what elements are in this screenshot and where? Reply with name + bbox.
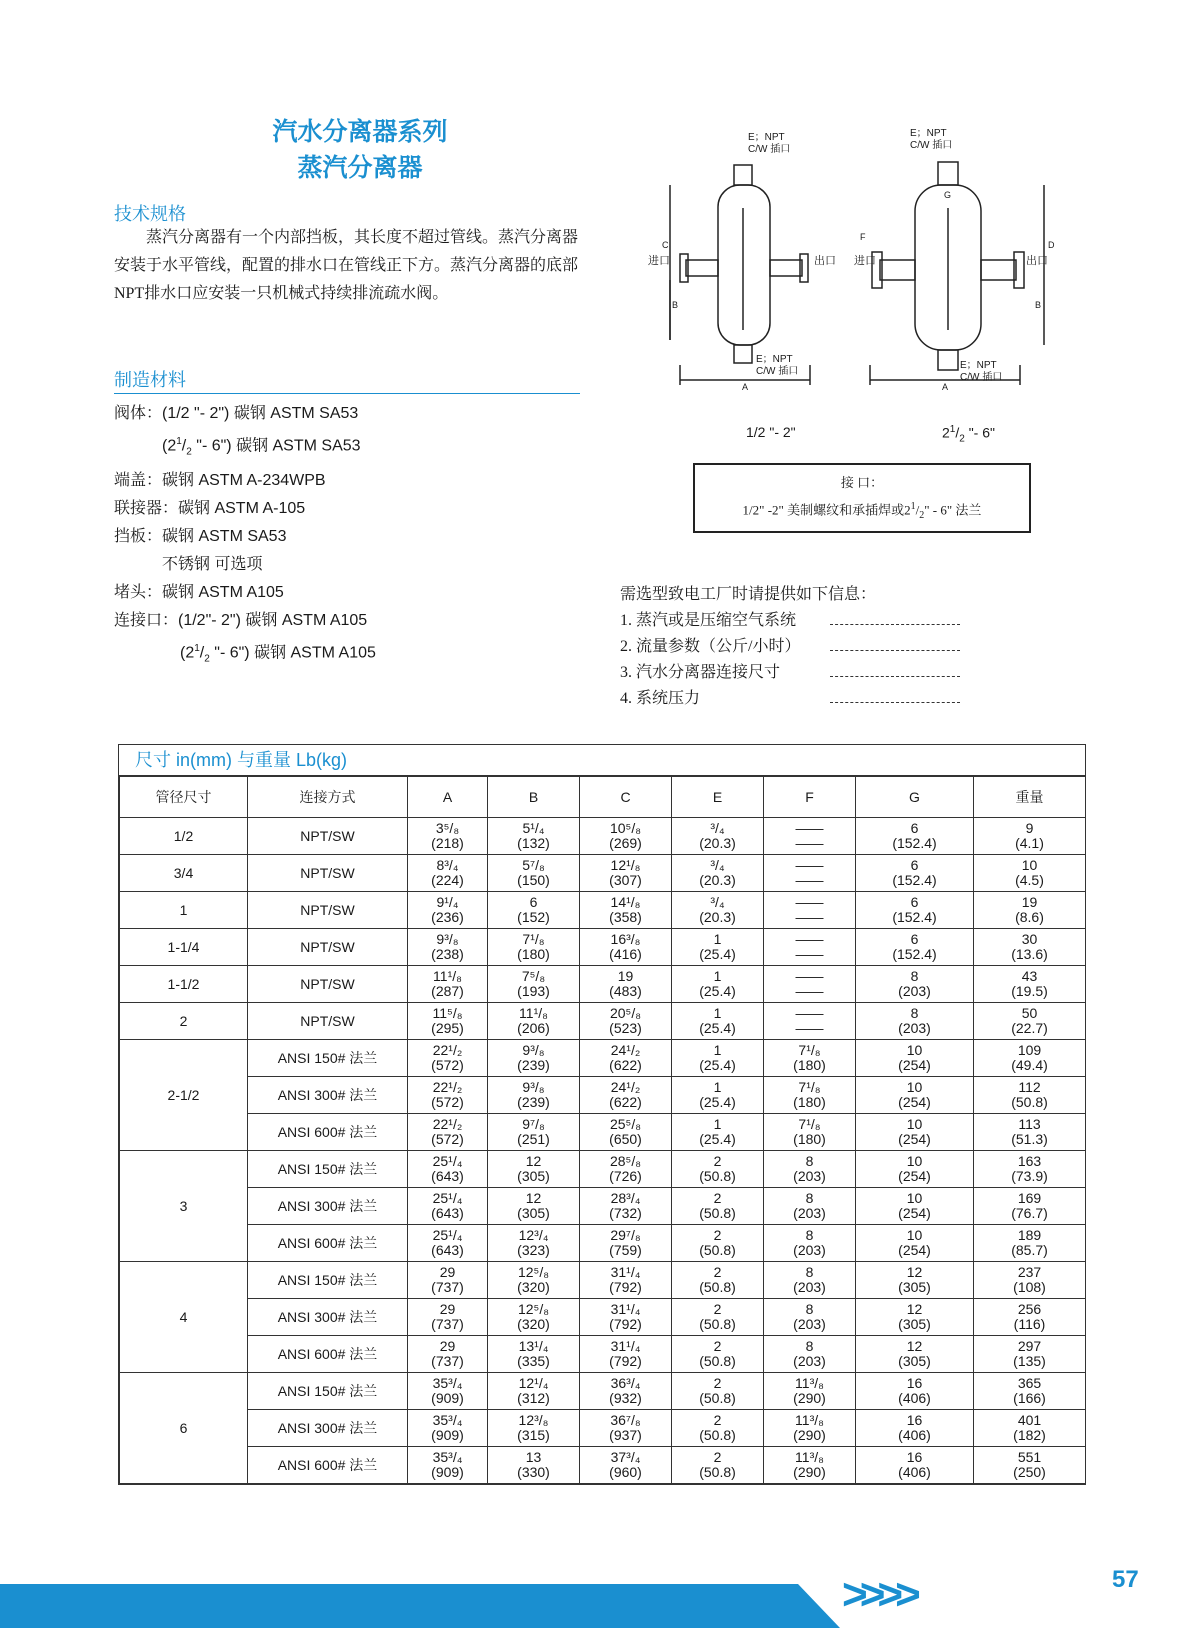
cw-label-top-small: C/W 插口 bbox=[748, 144, 791, 155]
value-cell-w: 109 (49.4) bbox=[974, 1040, 1086, 1077]
table-row bbox=[120, 1373, 1086, 1410]
col-header: G bbox=[856, 777, 974, 818]
value-cell-w: 163 (73.9) bbox=[974, 1151, 1086, 1188]
value-cell-g: 8 (203) bbox=[856, 1003, 974, 1040]
value-cell-c: 14¹/₈ (358) bbox=[580, 892, 672, 929]
value-cell-g: 16 (406) bbox=[856, 1410, 974, 1447]
connection-cell: ANSI 300# 法兰 bbox=[248, 1077, 408, 1114]
value-cell-w: 365 (166) bbox=[974, 1373, 1086, 1410]
size-cell: 1/2 bbox=[120, 818, 248, 855]
e-npt-label-bottom-small: E；NPT bbox=[756, 354, 793, 365]
value-cell-b: 5⁷/₈ (150) bbox=[488, 855, 580, 892]
connection-cell: ANSI 150# 法兰 bbox=[248, 1040, 408, 1077]
value-cell-c: 24¹/₂ (622) bbox=[580, 1077, 672, 1114]
value-cell-a: 35³/₄ (909) bbox=[408, 1410, 488, 1447]
footer-arrows: >>>> bbox=[842, 1570, 913, 1619]
value-cell-g: 6 (152.4) bbox=[856, 929, 974, 966]
value-cell-b: 12⁵/₈ (320) bbox=[488, 1262, 580, 1299]
order-item: 3. 汽水分离器连接尺寸 bbox=[620, 660, 960, 686]
connection-title: 接 口： bbox=[840, 475, 884, 490]
value-cell-f: 8 (203) bbox=[764, 1336, 856, 1373]
dim-d-large: D bbox=[1048, 240, 1055, 250]
cw-label-bottom-small: C/W 插口 bbox=[756, 366, 799, 377]
value-cell-c: 28³/₄ (732) bbox=[580, 1188, 672, 1225]
value-cell-e: 2 (50.8) bbox=[672, 1336, 764, 1373]
dim-a-large: A bbox=[942, 382, 949, 392]
spec-paragraph bbox=[114, 224, 584, 308]
value-cell-c: 25⁵/₈ (650) bbox=[580, 1114, 672, 1151]
order-item: 1. 蒸汽或是压缩空气系统 bbox=[620, 608, 960, 634]
value-cell-e: 2 (50.8) bbox=[672, 1225, 764, 1262]
table-row bbox=[120, 1151, 1086, 1188]
value-cell-a: 22¹/₂ (572) bbox=[408, 1040, 488, 1077]
value-cell-w: 9 (4.1) bbox=[974, 818, 1086, 855]
cw-label-bottom-large: C/W 插口 bbox=[960, 372, 1003, 383]
connection-cell: NPT/SW bbox=[248, 966, 408, 1003]
connection-cell: ANSI 300# 法兰 bbox=[248, 1410, 408, 1447]
value-cell-w: 551 (250) bbox=[974, 1447, 1086, 1484]
value-cell-e: 1 (25.4) bbox=[672, 1114, 764, 1151]
value-cell-e: ³/₄ (20.3) bbox=[672, 892, 764, 929]
value-cell-f: 11³/₈ (290) bbox=[764, 1447, 856, 1484]
e-npt-label-top-large: E；NPT bbox=[910, 128, 947, 139]
cw-label-top-large: C/W 插口 bbox=[910, 140, 953, 151]
value-cell-w: 19 (8.6) bbox=[974, 892, 1086, 929]
value-cell-g: 6 (152.4) bbox=[856, 892, 974, 929]
col-header: C bbox=[580, 777, 672, 818]
value-cell-c: 12¹/₈ (307) bbox=[580, 855, 672, 892]
value-cell-f: 8 (203) bbox=[764, 1262, 856, 1299]
value-cell-b: 12 (305) bbox=[488, 1188, 580, 1225]
value-cell-f: 11³/₈ (290) bbox=[764, 1373, 856, 1410]
dim-b-small: B bbox=[672, 300, 679, 310]
value-cell-a: 22¹/₂ (572) bbox=[408, 1077, 488, 1114]
value-cell-w: 189 (85.7) bbox=[974, 1225, 1086, 1262]
value-cell-c: 28⁵/₈ (726) bbox=[580, 1151, 672, 1188]
value-cell-g: 10 (254) bbox=[856, 1151, 974, 1188]
value-cell-w: 50 (22.7) bbox=[974, 1003, 1086, 1040]
connection-cell: ANSI 300# 法兰 bbox=[248, 1188, 408, 1225]
value-cell-e: 2 (50.8) bbox=[672, 1447, 764, 1484]
col-header: 重量 bbox=[974, 777, 1086, 818]
value-cell-e: 2 (50.8) bbox=[672, 1262, 764, 1299]
order-info bbox=[620, 582, 960, 712]
value-cell-e: 1 (25.4) bbox=[672, 1040, 764, 1077]
value-cell-a: 9¹/₄ (236) bbox=[408, 892, 488, 929]
value-cell-a: 22¹/₂ (572) bbox=[408, 1114, 488, 1151]
page-number: 57 bbox=[1112, 1566, 1139, 1593]
separator-diagram bbox=[648, 120, 1080, 445]
size-cell: 1 bbox=[120, 892, 248, 929]
inlet-label-large: 进口 bbox=[854, 255, 876, 267]
value-cell-g: 12 (305) bbox=[856, 1262, 974, 1299]
value-cell-a: 3⁵/₈ (218) bbox=[408, 818, 488, 855]
table-row bbox=[120, 1225, 1086, 1262]
value-cell-e: 2 (50.8) bbox=[672, 1299, 764, 1336]
value-cell-b: 12⁵/₈ (320) bbox=[488, 1299, 580, 1336]
table-row bbox=[120, 1040, 1086, 1077]
value-cell-b: 9³/₈ (239) bbox=[488, 1040, 580, 1077]
size-cell: 4 bbox=[120, 1262, 248, 1373]
value-cell-b: 7¹/₈ (180) bbox=[488, 929, 580, 966]
material-conn-2: ($2^1/_2$ "- 6") 碳钢 ASTM A105 bbox=[180, 642, 376, 665]
connection-cell: ANSI 600# 法兰 bbox=[248, 1336, 408, 1373]
table-row bbox=[120, 1447, 1086, 1484]
value-cell-w: 43 (19.5) bbox=[974, 966, 1086, 1003]
value-cell-f: 11³/₈ (290) bbox=[764, 1410, 856, 1447]
value-cell-a: 29 (737) bbox=[408, 1262, 488, 1299]
value-cell-c: 36⁷/₈ (937) bbox=[580, 1410, 672, 1447]
value-cell-a: 25¹/₄ (643) bbox=[408, 1225, 488, 1262]
value-cell-b: 12³/₄ (323) bbox=[488, 1225, 580, 1262]
value-cell-a: 25¹/₄ (643) bbox=[408, 1151, 488, 1188]
value-cell-e: 1 (25.4) bbox=[672, 1077, 764, 1114]
size-cell: 3/4 bbox=[120, 855, 248, 892]
connection-cell: ANSI 600# 法兰 bbox=[248, 1225, 408, 1262]
value-cell-e: 1 (25.4) bbox=[672, 966, 764, 1003]
material-conn-1: 连接口：(1/2"- 2") 碳钢 ASTM A105 bbox=[114, 611, 368, 629]
value-cell-g: 16 (406) bbox=[856, 1447, 974, 1484]
value-cell-c: 29⁷/₈ (759) bbox=[580, 1225, 672, 1262]
value-cell-f: —— —— bbox=[764, 855, 856, 892]
connection-cell: NPT/SW bbox=[248, 1003, 408, 1040]
material-coupling: 联接器：碳钢 ASTM A-105 bbox=[114, 499, 306, 517]
table-body bbox=[120, 818, 1086, 1484]
material-body-1: 阀体：(1/2 "- 2") 碳钢 ASTM SA53 bbox=[114, 405, 359, 422]
table-row bbox=[120, 1336, 1086, 1373]
material-baffle: 挡板：碳钢 ASTM SA53 bbox=[114, 527, 287, 545]
value-cell-b: 7⁵/₈ (193) bbox=[488, 966, 580, 1003]
connection-cell: ANSI 150# 法兰 bbox=[248, 1151, 408, 1188]
dimension-table bbox=[118, 744, 1086, 1485]
value-cell-w: 401 (182) bbox=[974, 1410, 1086, 1447]
value-cell-b: 9⁷/₈ (251) bbox=[488, 1114, 580, 1151]
size-cell: 2 bbox=[120, 1003, 248, 1040]
value-cell-b: 6 (152) bbox=[488, 892, 580, 929]
value-cell-a: 35³/₄ (909) bbox=[408, 1373, 488, 1410]
order-item: 4. 系统压力 bbox=[620, 686, 960, 712]
material-plug: 堵头：碳钢 ASTM A105 bbox=[114, 583, 284, 601]
materials-divider bbox=[114, 393, 580, 394]
value-cell-f: 8 (203) bbox=[764, 1225, 856, 1262]
value-cell-w: 113 (51.3) bbox=[974, 1114, 1086, 1151]
col-header: F bbox=[764, 777, 856, 818]
connection-cell: NPT/SW bbox=[248, 818, 408, 855]
outlet-label-large: 出口 bbox=[1026, 255, 1048, 267]
value-cell-f: 7¹/₈ (180) bbox=[764, 1114, 856, 1151]
value-cell-g: 8 (203) bbox=[856, 966, 974, 1003]
value-cell-e: 1 (25.4) bbox=[672, 1003, 764, 1040]
col-header: 连接方式 bbox=[248, 777, 408, 818]
value-cell-e: ³/₄ (20.3) bbox=[672, 818, 764, 855]
value-cell-f: 8 (203) bbox=[764, 1188, 856, 1225]
table-row bbox=[120, 1077, 1086, 1114]
value-cell-c: 19 (483) bbox=[580, 966, 672, 1003]
value-cell-w: 237 (108) bbox=[974, 1262, 1086, 1299]
value-cell-b: 9³/₈ (239) bbox=[488, 1077, 580, 1114]
value-cell-a: 11¹/₈ (287) bbox=[408, 966, 488, 1003]
col-header: E bbox=[672, 777, 764, 818]
dim-b-large: B bbox=[1035, 300, 1042, 310]
col-header: B bbox=[488, 777, 580, 818]
value-cell-w: 112 (50.8) bbox=[974, 1077, 1086, 1114]
value-cell-a: 35³/₄ (909) bbox=[408, 1447, 488, 1484]
size-label-small: 1/2 "- 2" bbox=[746, 424, 796, 440]
materials-heading: 制造材料 bbox=[114, 370, 186, 390]
order-heading: 需选型致电工厂时请提供如下信息： bbox=[620, 586, 877, 603]
connection-cell: NPT/SW bbox=[248, 892, 408, 929]
value-cell-c: 31¹/₄ (792) bbox=[580, 1299, 672, 1336]
value-cell-c: 20⁵/₈ (523) bbox=[580, 1003, 672, 1040]
value-cell-b: 11¹/₈ (206) bbox=[488, 1003, 580, 1040]
outlet-label-small: 出口 bbox=[814, 255, 836, 267]
value-cell-f: 7¹/₈ (180) bbox=[764, 1077, 856, 1114]
value-cell-e: ³/₄ (20.3) bbox=[672, 855, 764, 892]
material-stainless: 不锈钢 可选项 bbox=[162, 555, 263, 573]
size-cell: 3 bbox=[120, 1151, 248, 1262]
connection-cell: ANSI 600# 法兰 bbox=[248, 1114, 408, 1151]
value-cell-e: 2 (50.8) bbox=[672, 1188, 764, 1225]
value-cell-c: 10⁵/₈ (269) bbox=[580, 818, 672, 855]
value-cell-g: 6 (152.4) bbox=[856, 855, 974, 892]
table-row bbox=[120, 1114, 1086, 1151]
spec-text: 蒸汽分离器有一个内部挡板，其长度不超过管线。蒸汽分离器安装于水平管线，配置的排水口在管线正下方。蒸汽分离器的底部NPT排水口应安装一只机械式持续排流疏水阀。 bbox=[114, 229, 579, 302]
value-cell-g: 10 (254) bbox=[856, 1077, 974, 1114]
value-cell-w: 30 (13.6) bbox=[974, 929, 1086, 966]
size-cell: 1-1/4 bbox=[120, 929, 248, 966]
connection-cell: NPT/SW bbox=[248, 855, 408, 892]
value-cell-b: 12 (305) bbox=[488, 1151, 580, 1188]
value-cell-f: 8 (203) bbox=[764, 1151, 856, 1188]
value-cell-f: 8 (203) bbox=[764, 1299, 856, 1336]
footer-bar bbox=[0, 1584, 840, 1628]
e-npt-label-top-small: E；NPT bbox=[748, 132, 785, 143]
material-cap: 端盖：碳钢 ASTM A-234WPB bbox=[114, 471, 326, 489]
value-cell-g: 10 (254) bbox=[856, 1188, 974, 1225]
value-cell-f: —— —— bbox=[764, 929, 856, 966]
value-cell-w: 297 (135) bbox=[974, 1336, 1086, 1373]
table-row bbox=[120, 855, 1086, 892]
dim-a-small: A bbox=[742, 382, 749, 392]
table-row bbox=[120, 966, 1086, 1003]
inlet-label-small: 进口 bbox=[648, 255, 670, 267]
dim-c-small: C bbox=[662, 240, 669, 250]
value-cell-f: 7¹/₈ (180) bbox=[764, 1040, 856, 1077]
dim-g-large: G bbox=[944, 190, 952, 200]
value-cell-b: 5¹/₄ (132) bbox=[488, 818, 580, 855]
connection-text: 1/2" -2" 美制螺纹和承插焊或$2^1/_2$" - 6" 法兰 bbox=[742, 501, 982, 521]
value-cell-e: 1 (25.4) bbox=[672, 929, 764, 966]
value-cell-c: 31¹/₄ (792) bbox=[580, 1336, 672, 1373]
value-cell-c: 37³/₄ (960) bbox=[580, 1447, 672, 1484]
table-row bbox=[120, 1003, 1086, 1040]
order-item: 2. 流量参数（公斤/小时） bbox=[620, 634, 960, 660]
value-cell-g: 6 (152.4) bbox=[856, 818, 974, 855]
value-cell-f: —— —— bbox=[764, 966, 856, 1003]
value-cell-b: 13 (330) bbox=[488, 1447, 580, 1484]
connection-cell: NPT/SW bbox=[248, 929, 408, 966]
table-row bbox=[120, 818, 1086, 855]
table-row bbox=[120, 1299, 1086, 1336]
spec-heading: 技术规格 bbox=[114, 204, 186, 224]
value-cell-a: 29 (737) bbox=[408, 1299, 488, 1336]
page-subtitle: 蒸汽分离器 bbox=[297, 154, 423, 182]
table-row bbox=[120, 1188, 1086, 1225]
value-cell-c: 24¹/₂ (622) bbox=[580, 1040, 672, 1077]
connection-cell: ANSI 300# 法兰 bbox=[248, 1299, 408, 1336]
size-cell: 2-1/2 bbox=[120, 1040, 248, 1151]
value-cell-b: 12³/₈ (315) bbox=[488, 1410, 580, 1447]
table-row bbox=[120, 929, 1086, 966]
table-row bbox=[120, 892, 1086, 929]
value-cell-e: 2 (50.8) bbox=[672, 1151, 764, 1188]
value-cell-g: 16 (406) bbox=[856, 1373, 974, 1410]
value-cell-g: 10 (254) bbox=[856, 1114, 974, 1151]
dimension-grid bbox=[119, 776, 1086, 1484]
value-cell-w: 10 (4.5) bbox=[974, 855, 1086, 892]
value-cell-f: —— —— bbox=[764, 892, 856, 929]
value-cell-w: 169 (76.7) bbox=[974, 1188, 1086, 1225]
value-cell-a: 11⁵/₈ (295) bbox=[408, 1003, 488, 1040]
value-cell-a: 29 (737) bbox=[408, 1336, 488, 1373]
page-title: 汽水分离器系列 bbox=[272, 118, 448, 146]
value-cell-f: —— —— bbox=[764, 1003, 856, 1040]
value-cell-g: 10 (254) bbox=[856, 1040, 974, 1077]
value-cell-b: 13¹/₄ (335) bbox=[488, 1336, 580, 1373]
connection-box bbox=[693, 463, 1031, 533]
dim-f-large: F bbox=[860, 232, 866, 242]
value-cell-e: 2 (50.8) bbox=[672, 1373, 764, 1410]
table-heading: 尺寸 in(mm) 与重量 Lb(kg) bbox=[119, 745, 1085, 776]
value-cell-a: 8³/₄ (224) bbox=[408, 855, 488, 892]
connection-cell: ANSI 150# 法兰 bbox=[248, 1262, 408, 1299]
col-header: A bbox=[408, 777, 488, 818]
value-cell-g: 10 (254) bbox=[856, 1225, 974, 1262]
connection-cell: ANSI 150# 法兰 bbox=[248, 1373, 408, 1410]
size-label-large: $2^1/_2$ "- 6" bbox=[942, 424, 995, 445]
size-cell: 6 bbox=[120, 1373, 248, 1484]
value-cell-a: 9³/₈ (238) bbox=[408, 929, 488, 966]
table-row bbox=[120, 1410, 1086, 1447]
value-cell-b: 12¹/₄ (312) bbox=[488, 1373, 580, 1410]
value-cell-f: —— —— bbox=[764, 818, 856, 855]
value-cell-a: 25¹/₄ (643) bbox=[408, 1188, 488, 1225]
value-cell-g: 12 (305) bbox=[856, 1336, 974, 1373]
value-cell-c: 31¹/₄ (792) bbox=[580, 1262, 672, 1299]
table-row bbox=[120, 1262, 1086, 1299]
value-cell-e: 2 (50.8) bbox=[672, 1410, 764, 1447]
e-npt-label-bottom-large: E；NPT bbox=[960, 360, 997, 371]
material-body-2: ($2^1/_2$ "- 6") 碳钢 ASTM SA53 bbox=[162, 436, 361, 458]
materials-list bbox=[114, 400, 376, 673]
connection-cell: ANSI 600# 法兰 bbox=[248, 1447, 408, 1484]
value-cell-w: 256 (116) bbox=[974, 1299, 1086, 1336]
size-cell: 1-1/2 bbox=[120, 966, 248, 1003]
value-cell-c: 16³/₈ (416) bbox=[580, 929, 672, 966]
value-cell-c: 36³/₄ (932) bbox=[580, 1373, 672, 1410]
col-header: 管径尺寸 bbox=[120, 777, 248, 818]
value-cell-g: 12 (305) bbox=[856, 1299, 974, 1336]
